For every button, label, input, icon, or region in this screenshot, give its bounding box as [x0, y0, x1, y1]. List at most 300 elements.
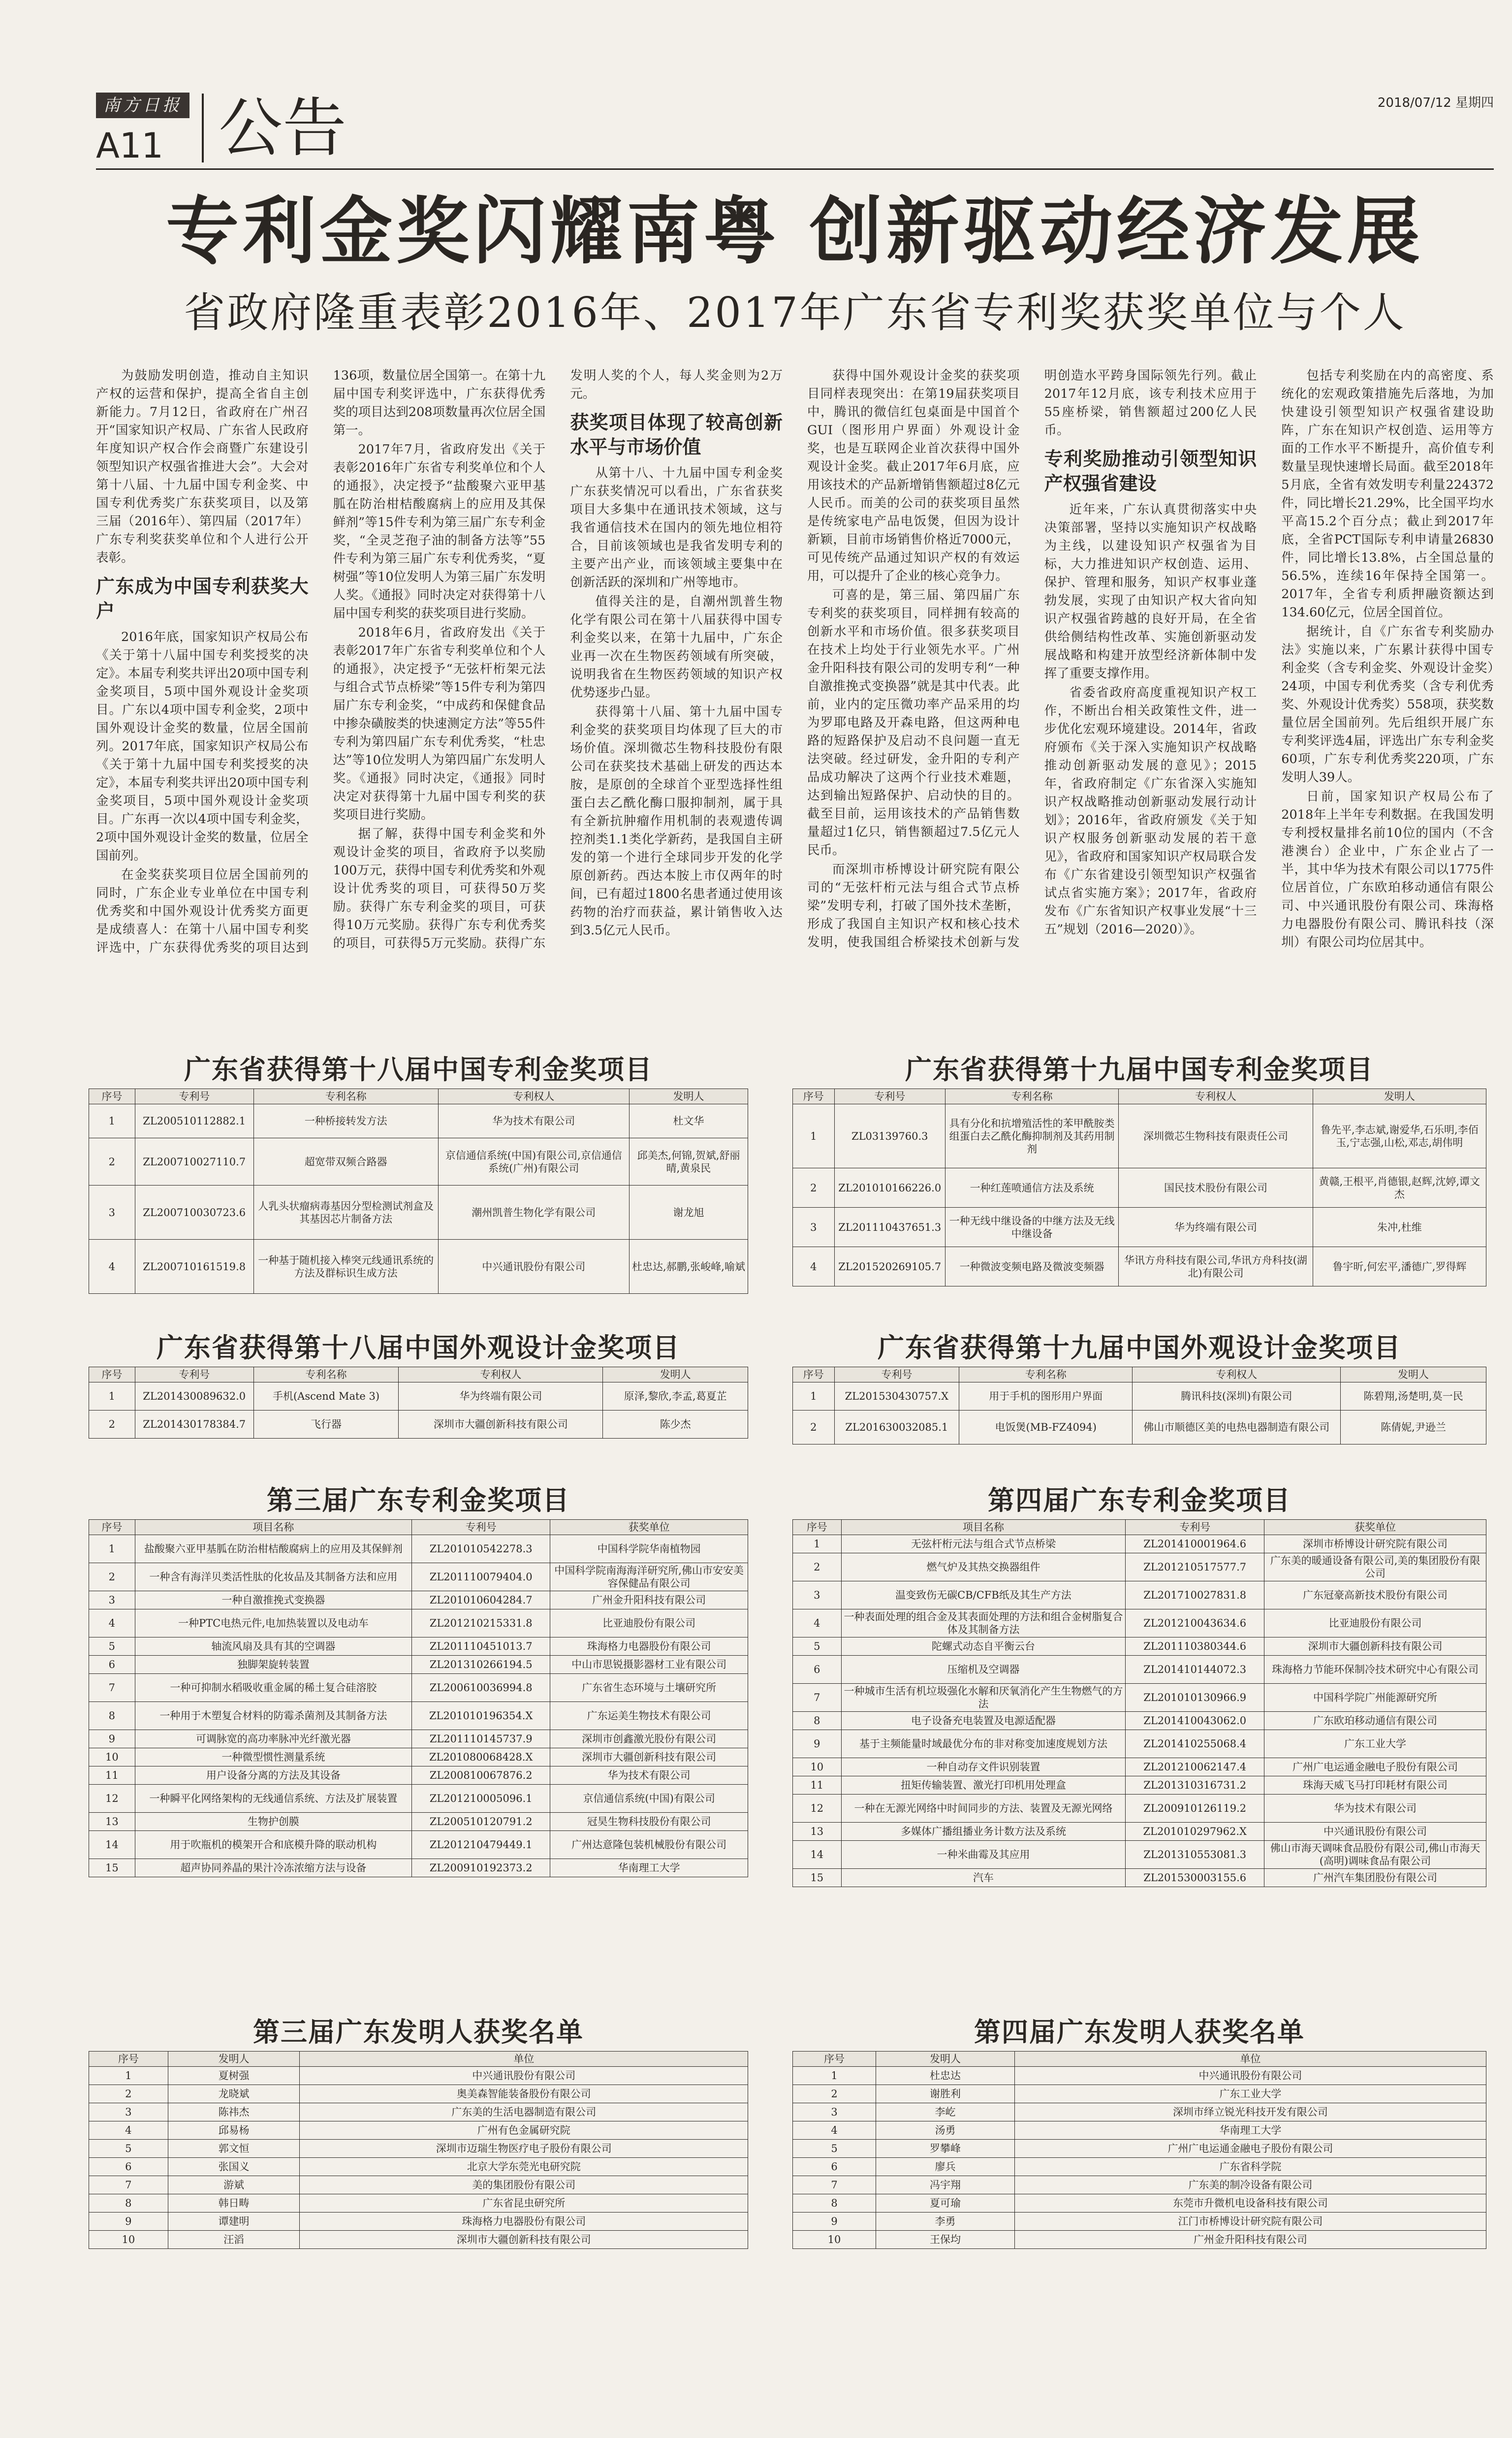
- column-header: 专利名称: [945, 1089, 1118, 1104]
- table-cell: ZL200510112882.1: [135, 1104, 253, 1138]
- table-cell: 3: [89, 1186, 135, 1240]
- table-cell: 汤勇: [876, 2121, 1015, 2140]
- column-header: 发明人: [629, 1089, 748, 1104]
- table-row: [89, 1859, 748, 1877]
- table-cell: 3: [89, 2103, 168, 2121]
- table-cell: 1: [793, 2067, 876, 2085]
- table-row: [793, 2121, 1486, 2140]
- table-cell: 华南理工大学: [1014, 2121, 1486, 2140]
- table-section-19th-design: [792, 1329, 1486, 1444]
- table-row: [793, 1758, 1486, 1776]
- table-cell: 深圳市桥博设计研究院有限公司: [1264, 1535, 1486, 1553]
- table-cell: 中国科学院华南植物园: [550, 1535, 748, 1563]
- table-cell: 杜忠达: [876, 2067, 1015, 2085]
- table-cell: 2: [89, 1138, 135, 1186]
- table-cell: 华南理工大学: [550, 1859, 748, 1877]
- table-cell: 4: [89, 1240, 135, 1294]
- table-cell: 陈倩妮,尹逊兰: [1341, 1411, 1486, 1444]
- table-cell: 6: [793, 1656, 842, 1684]
- paragraph: 值得关注的是，自潮州凯普生物化学有限公司在第十八届获得中国专利金奖以来，在第十九届中，广东企业再一次在生物医药领域有所突破，说明我省在生物医药领域的知识产权优势逐步凸显。: [570, 594, 783, 700]
- table-cell: 比亚迪股份有限公司: [550, 1609, 748, 1637]
- table-cell: 人乳头状瘤病毒基因分型检测试剂盒及其基因芯片制备方法: [253, 1186, 438, 1240]
- table-title: 广东省获得第十九届中国外观设计金奖项目: [878, 1332, 1401, 1363]
- column-header: 序号: [89, 2052, 168, 2067]
- table-cell: 广州达意隆包装机械股份有限公司: [550, 1831, 748, 1859]
- table-row: [89, 1656, 748, 1674]
- table-cell: 深圳微芯生物科技有限责任公司: [1119, 1104, 1313, 1168]
- table-cell: ZL201010196354.X: [412, 1702, 550, 1730]
- table-cell: 9: [89, 1730, 135, 1748]
- award-table: [792, 2051, 1486, 2249]
- table-cell: 用于吹瓶机的模架开合和底模升降的联动机构: [135, 1831, 411, 1859]
- table-cell: 华讯方舟科技有限公司,华讯方舟科技(湖北)有限公司: [1119, 1247, 1313, 1286]
- table-row: [793, 1609, 1486, 1637]
- table-row: [793, 1841, 1486, 1869]
- table-cell: 汪滔: [168, 2231, 300, 2249]
- column-header: 发明人: [603, 1367, 748, 1382]
- table-row: [89, 1104, 748, 1138]
- table-row: [793, 1247, 1486, 1286]
- table-cell: 电饭煲(MB-FZ4094): [959, 1411, 1133, 1444]
- table-cell: 可调脉宽的高功率脉冲光纤激光器: [135, 1730, 411, 1748]
- award-table: [89, 1367, 748, 1439]
- table-cell: ZL200710161519.8: [135, 1240, 253, 1294]
- table-cell: 5: [89, 1637, 135, 1656]
- table-cell: 北京大学东莞光电研究院: [300, 2158, 748, 2176]
- table-cell: 5: [793, 1637, 842, 1656]
- table-cell: 一种可抑制水稻吸收重金属的稀土复合硅溶胶: [135, 1674, 411, 1702]
- table-row: [793, 1869, 1486, 1887]
- table-cell: ZL200910126119.2: [1126, 1795, 1264, 1823]
- table-cell: 1: [89, 1382, 135, 1411]
- column-header: 序号: [89, 1520, 135, 1535]
- table-cell: 中山市思锐摄影器材工业有限公司: [550, 1656, 748, 1674]
- table-cell: 鲁宇昕,何宏平,潘德广,罗得辉: [1313, 1247, 1486, 1286]
- award-table: [792, 1519, 1486, 1887]
- table-row: [89, 2231, 748, 2249]
- table-cell: ZL201310553081.3: [1126, 1841, 1264, 1869]
- table-title: 广东省获得第十八届中国专利金奖项目: [184, 1054, 653, 1085]
- table-cell: 7: [89, 2176, 168, 2194]
- column-header: 专利号: [135, 1089, 253, 1104]
- table-row: [793, 2194, 1486, 2213]
- table-cell: 华为技术有限公司: [1264, 1795, 1486, 1823]
- table-cell: 深圳市大疆创新科技有限公司: [300, 2231, 748, 2249]
- paragraph: 为鼓励发明创造，推动自主知识产权的运营和保护，提高全省自主创新能力。7月12日，省政府在广州召开“国家知识产权局、广东省人民政府年度知识产权合作会商暨广东建设引领型知识产权强省推进大会”。大会对第十八届、十九届中国专利金奖、中国专利优秀奖广东获奖项目，以及第三届（2016年）、第四届（2017年）广东专利奖获奖单位和个人进行公开表彰。: [96, 368, 309, 565]
- table-row: [793, 1656, 1486, 1684]
- table-cell: 廖兵: [876, 2158, 1015, 2176]
- table-cell: 中国科学院南海海洋研究所,佛山市安安美容保健品有限公司: [550, 1563, 748, 1591]
- table-cell: 3: [793, 1208, 835, 1247]
- table-cell: 10: [89, 2231, 168, 2249]
- paragraph: 从第十八、十九届中国专利金奖广东获奖情况可以看出，广东省获奖项目大多集中在通讯技术领域，这与我省通信技术在国内的领先地位相符合，目前该领域也是我省发明专利的主要产出产业，而该领域主要集中在创新活跃的深圳和广州等地市。: [570, 466, 783, 590]
- table-cell: 8: [793, 1712, 842, 1730]
- paragraph: 2016年底，国家知识产权局公布《关于第十八届中国专利奖授奖的决定》。本届专利奖共评出20项中国专利金奖项目，5项中国外观设计金奖项目。广东以4项中国专利金奖，2项中国外观设计金奖的数量，位居全国前列。2017年底，国家知识产权局公布《关于第十九届中国专利奖授奖的决定》，本届专利奖共评出20项中国专利金奖项目，5项中国外观设计金奖项目。广东再一次以4项中国专利金奖，2项中国外观设计金奖的数量，位居全国前列。: [96, 630, 309, 863]
- table-row: [793, 1382, 1486, 1411]
- table-row: [89, 2103, 748, 2121]
- column-header: 序号: [89, 1089, 135, 1104]
- table-cell: ZL201530430757.X: [834, 1382, 959, 1411]
- table-cell: ZL201210005096.1: [412, 1785, 550, 1813]
- table-cell: 罗攀峰: [876, 2140, 1015, 2158]
- table-section-19th-gold: [792, 1051, 1486, 1286]
- table-cell: 一种在无源光网络中时间同步的方法、装置及无源光网络: [841, 1795, 1126, 1823]
- column-header: 专利名称: [959, 1367, 1133, 1382]
- table-cell: 15: [89, 1859, 135, 1877]
- table-cell: 10: [793, 1758, 842, 1776]
- paragraph: 省委省政府高度重视知识产权工作，不断出台相关政策性文件，进一步优化宏观环境建设。2014年，省政府颁布《关于深入实施知识产权战略推动创新驱动发展的意见》；2015年，省政府制定《广东省深入实施知识产权战略推动创新驱动发展行动计划》；2016年，省政府颁发《关于知识产权服务创新驱动发展的若干意见》，省政府和国家知识产权局联合发布《广东省建设引领型知识产权强省试点省实施方案》；2017年，省政府发布《广东省知识产权事业发展“十三五”规划（2016—2020）》。: [1044, 685, 1257, 937]
- table-cell: ZL201010542278.3: [412, 1535, 550, 1563]
- paragraph: 日前，国家知识产权局公布了2018年上半年专利数据。在我国发明专利授权量排名前10位的国内（不含港澳台）企业中，广东企业占了一半，其中华为技术有限公司以1775件位居首位，广东欧珀移动通信有限公司、中兴通讯股份有限公司、珠海格力电器股份有限公司、腾讯科技（深圳）有限公司均位居其中。: [1281, 789, 1494, 950]
- table-cell: ZL201210043634.6: [1126, 1609, 1264, 1637]
- table-cell: 温变致伤无碳CB/CFB纸及其生产方法: [841, 1581, 1126, 1609]
- table-cell: ZL200710030723.6: [135, 1186, 253, 1240]
- table-cell: 2: [89, 2085, 168, 2103]
- column-header: 发明人: [1341, 1367, 1486, 1382]
- table-cell: 珠海天威飞马打印耗材有限公司: [1264, 1776, 1486, 1795]
- table-row: [793, 1730, 1486, 1758]
- table-cell: 广州广电运通金融电子股份有限公司: [1014, 2140, 1486, 2158]
- table-cell: ZL03139760.3: [834, 1104, 945, 1168]
- table-cell: 1: [793, 1382, 835, 1411]
- table-cell: 深圳市大疆创新科技有限公司: [1264, 1637, 1486, 1656]
- table-cell: 潮州凯普生物化学有限公司: [438, 1186, 629, 1240]
- award-table: [89, 1519, 748, 1877]
- table-cell: 杜文华: [629, 1104, 748, 1138]
- paragraph: 包括专利奖励在内的高密度、系统化的宏观政策措施先后落地，为加快建设引领型知识产权强省建设助阵，广东在知识产权创造、运用等方面的工作水平不断提升，高价值专利数量呈现快速增长局面。截至2018年5月底，全省有效发明专利量224372件，同比增长21.29%，比全国平均水平高15.2个百分点；截止到2017年底，全省PCT国际专利申请量26830件，同比增长13.8%，占全国总量的56.5%，连续16年保持全国第一。2017年，全省专利质押融资额达到134.60亿元，位居全国首位。: [1281, 368, 1494, 620]
- table-cell: 4: [89, 2121, 168, 2140]
- table-row: [89, 1411, 748, 1439]
- table-cell: 1: [793, 1104, 835, 1168]
- table-cell: 珠海格力电器股份有限公司: [550, 1637, 748, 1656]
- column-header: 专利名称: [253, 1367, 399, 1382]
- table-cell: 广东省科学院: [1014, 2158, 1486, 2176]
- table-title: 第四届广东发明人获奖名单: [974, 2017, 1305, 2048]
- table-cell: ZL201110380344.6: [1126, 1637, 1264, 1656]
- table-title: 第四届广东专利金奖项目: [988, 1485, 1291, 1516]
- table-cell: 深圳市绎立锐光科技开发有限公司: [1014, 2103, 1486, 2121]
- table-cell: 1: [89, 1104, 135, 1138]
- table-cell: 郭文恒: [168, 2140, 300, 2158]
- table-row: [793, 1712, 1486, 1730]
- table-row: [89, 1240, 748, 1294]
- table-cell: ZL201110145737.9: [412, 1730, 550, 1748]
- table-cell: 超宽带双频合路器: [253, 1138, 438, 1186]
- table-row: [89, 1138, 748, 1186]
- table-cell: 7: [793, 1684, 842, 1712]
- article-subheading: 获奖项目体现了较高创新水平与市场价值: [570, 412, 783, 458]
- table-cell: 夏树强: [168, 2067, 300, 2085]
- table-cell: 扭矩传输装置、激光打印机用处理盒: [841, 1776, 1126, 1795]
- table-cell: 8: [89, 2194, 168, 2213]
- section-title: 公告: [202, 94, 346, 162]
- table-cell: 6: [89, 1656, 135, 1674]
- table-cell: 东莞市升微机电设备科技有限公司: [1014, 2194, 1486, 2213]
- table-cell: ZL201210517577.7: [1126, 1553, 1264, 1581]
- paragraph: 可喜的是，第三届、第四届广东专利奖的获奖项目，同样拥有较高的创新水平和市场价值。很多获奖项目在技术上均处于行业领先水平。广州金升阳科技有限公司的发明专利“一种自激推挽式变换器”就是其中代表。此前，业内的定压微功率产品采用的均为罗耶电路及开森电路，但这两种电路的短路保护及启动不良问题一直无法突破。经过研发，金升阳的专利产品成功解决了这两个行业技术难题，达到输出短路保护、启动快的目的。截至目前，运用该技术的产品销售数量超过1亿只，销售额超过7.5亿元人民币。: [807, 588, 1020, 858]
- table-cell: 多媒体广播组播业务计数方法及系统: [841, 1823, 1126, 1841]
- table-cell: ZL200610036994.8: [412, 1674, 550, 1702]
- column-header: 专利号: [135, 1367, 253, 1382]
- table-row: [793, 1776, 1486, 1795]
- column-header: 序号: [793, 1367, 835, 1382]
- table-row: [793, 2085, 1486, 2103]
- table-cell: 7: [89, 1674, 135, 1702]
- column-header: 专利号: [1126, 1520, 1264, 1535]
- paragraph: 在金奖获奖项目位居全国前列的同时，广东企业专业单位在中国专利优秀奖和中国外观设计优秀奖方面更是成绩喜人：在第十八届中国专利奖评选中，广东获得优秀奖的项目达到136项，数量位居全国第一。在第十九届中国专利奖评选中，广东获得优秀奖的项目达到208项数量再次位居全国第一。: [96, 368, 546, 955]
- table-cell: 10: [89, 1748, 135, 1766]
- table-cell: 一种瞬平化网络架构的无线通信系统、方法及扩展装置: [135, 1785, 411, 1813]
- table-cell: 深圳市大疆创新科技有限公司: [550, 1748, 748, 1766]
- column-header: 单位: [1014, 2052, 1486, 2067]
- page-number: A11: [96, 126, 163, 166]
- table-cell: 5: [793, 2140, 876, 2158]
- table-cell: 汽车: [841, 1869, 1126, 1887]
- table-row: [89, 1591, 748, 1609]
- table-cell: 谢龙旭: [629, 1186, 748, 1240]
- table-row: [793, 2103, 1486, 2121]
- column-header: 获奖单位: [550, 1520, 748, 1535]
- table-cell: 广州有色金属研究院: [300, 2121, 748, 2140]
- table-cell: 腾讯科技(深圳)有限公司: [1133, 1382, 1341, 1411]
- table-cell: 京信通信系统(中国)有限公司: [550, 1785, 748, 1813]
- column-header: 专利权人: [399, 1367, 603, 1382]
- paragraph: 据统计，自《广东省专利奖励办法》实施以来，广东累计获得中国专利金奖（含专利金奖、外观设计金奖）24项，中国专利优秀奖（含专利优秀奖、外观设计优秀奖）558项，获奖数量位居全国前列。先后组织开展广东专利奖评选4届，评选出广东专利金奖60项，广东专利优秀奖220项，广东发明人39人。: [1281, 624, 1494, 785]
- table-cell: ZL201520269105.7: [834, 1247, 945, 1286]
- table-cell: 10: [793, 2231, 876, 2249]
- table-section-3rd-gold: [89, 1482, 748, 1877]
- table-cell: 比亚迪股份有限公司: [1264, 1609, 1486, 1637]
- table-cell: 7: [793, 2176, 876, 2194]
- table-cell: 一种红莲喷通信方法及系统: [945, 1168, 1118, 1208]
- table-cell: 中兴通讯股份有限公司: [300, 2067, 748, 2085]
- table-row: [793, 1535, 1486, 1553]
- table-cell: 黄赣,王根平,肖德银,赵辉,沈婷,谭文杰: [1313, 1168, 1486, 1208]
- table-cell: ZL201410001964.6: [1126, 1535, 1264, 1553]
- column-header: 专利号: [834, 1367, 959, 1382]
- table-cell: 15: [793, 1869, 842, 1887]
- table-row: [89, 2140, 748, 2158]
- table-title: 第三届广东专利金奖项目: [267, 1485, 570, 1516]
- table-cell: 2: [89, 1411, 135, 1439]
- table-cell: 2: [89, 1563, 135, 1591]
- column-header: 专利号: [412, 1520, 550, 1535]
- table-cell: ZL201210479449.1: [412, 1831, 550, 1859]
- column-header: 专利权人: [1133, 1367, 1341, 1382]
- table-row: [793, 2158, 1486, 2176]
- table-cell: 珠海格力节能环保制冷技术研究中心有限公司: [1264, 1656, 1486, 1684]
- table-cell: 江门市桥博设计研究院有限公司: [1014, 2213, 1486, 2231]
- table-cell: 5: [89, 2140, 168, 2158]
- table-cell: 韩日畴: [168, 2194, 300, 2213]
- table-cell: 超声协同养晶的果汁冷冻浓缩方法与设备: [135, 1859, 411, 1877]
- table-cell: 鲁先平,李志斌,谢爱华,石乐明,李佰玉,宁志强,山松,邓志,胡伟明: [1313, 1104, 1486, 1168]
- table-row: [89, 1563, 748, 1591]
- table-row: [793, 1411, 1486, 1444]
- table-cell: 李勇: [876, 2213, 1015, 2231]
- table-title: 第三届广东发明人获奖名单: [253, 2017, 584, 2048]
- table-cell: 深圳市迈瑞生物医疗电子股份有限公司: [300, 2140, 748, 2158]
- table-row: [89, 1813, 748, 1831]
- table-cell: ZL201010166226.0: [834, 1168, 945, 1208]
- table-cell: ZL201630032085.1: [834, 1411, 959, 1444]
- table-cell: 佛山市海天调味食品股份有限公司,佛山市海天(高明)调味食品有限公司: [1264, 1841, 1486, 1869]
- table-cell: 压缩机及空调器: [841, 1656, 1126, 1684]
- table-cell: 一种自激推挽式变换器: [135, 1591, 411, 1609]
- table-cell: 具有分化和抗增殖活性的苯甲酰胺类组蛋白去乙酰化酶抑制剂及其药用制剂: [945, 1104, 1118, 1168]
- table-cell: 一种PTC电热元件,电加热装置以及电动车: [135, 1609, 411, 1637]
- table-row: [89, 1637, 748, 1656]
- table-cell: 4: [793, 1247, 835, 1286]
- table-cell: 2: [793, 1168, 835, 1208]
- column-header: 项目名称: [135, 1520, 411, 1535]
- table-cell: ZL201530003155.6: [1126, 1869, 1264, 1887]
- table-cell: 广东工业大学: [1264, 1730, 1486, 1758]
- column-header: 发明人: [1313, 1089, 1486, 1104]
- table-cell: 基于主频能量时域最优分布的非对称变加速度规划方法: [841, 1730, 1126, 1758]
- column-header: 专利权人: [438, 1089, 629, 1104]
- paragraph: 获得中国外观设计金奖的获奖项目同样表现突出：在第19届获奖项目中，腾讯的微信红包桌面是中国首个GUI（图形用户界面）外观设计金奖，也是互联网企业首次获得中国外观设计金奖。截止2017年6月底，应用该技术的产品新增销售额超过8亿元人民币。而美的公司的获奖项目虽然是传统家电产品电饭煲，但因为设计新颖，目前市场销售价格近7000元，可见传统产品通过知识产权的有效运用，可以提升了企业的核心竞争力。: [807, 368, 1020, 583]
- table-cell: 广东美的生活电器制造有限公司: [300, 2103, 748, 2121]
- table-cell: 冯宇翔: [876, 2176, 1015, 2194]
- table-cell: ZL200810067876.2: [412, 1766, 550, 1785]
- table-cell: 2: [793, 1553, 842, 1581]
- table-cell: 夏可瑜: [876, 2194, 1015, 2213]
- table-cell: 1: [793, 1535, 842, 1553]
- table-cell: 广东省昆虫研究所: [300, 2194, 748, 2213]
- table-cell: 陈祎杰: [168, 2103, 300, 2121]
- table-cell: 陀螺式动态自平衡云台: [841, 1637, 1126, 1656]
- table-row: [793, 2067, 1486, 2085]
- column-header: 专利号: [834, 1089, 945, 1104]
- table-row: [89, 1702, 748, 1730]
- table-cell: 3: [89, 1591, 135, 1609]
- table-cell: ZL201010604284.7: [412, 1591, 550, 1609]
- table-row: [89, 1674, 748, 1702]
- table-cell: 用于手机的图形用户界面: [959, 1382, 1133, 1411]
- table-cell: 国民技术股份有限公司: [1119, 1168, 1313, 1208]
- table-cell: 轴流风扇及具有其的空调器: [135, 1637, 411, 1656]
- table-row: [793, 1553, 1486, 1581]
- table-cell: ZL201110079404.0: [412, 1563, 550, 1591]
- table-cell: 广州汽车集团股份有限公司: [1264, 1869, 1486, 1887]
- table-cell: 佛山市顺德区美的电热电器制造有限公司: [1133, 1411, 1341, 1444]
- table-cell: 8: [89, 1702, 135, 1730]
- table-cell: 华为终端有限公司: [1119, 1208, 1313, 1247]
- table-cell: 9: [793, 2213, 876, 2231]
- table-row: [793, 2140, 1486, 2158]
- table-cell: 11: [89, 1766, 135, 1785]
- table-cell: ZL200710027110.7: [135, 1138, 253, 1186]
- table-cell: 深圳市大疆创新科技有限公司: [399, 1411, 603, 1439]
- masthead: [96, 88, 1494, 166]
- table-cell: 奥美森智能装备股份有限公司: [300, 2085, 748, 2103]
- paragraph: 2017年7月，省政府发出《关于表彰2016年广东省专利奖单位和个人的通报》，决定授予“盐酸聚六亚甲基胍在防治柑桔酸腐病上的应用及其保鲜剂”等15件专利为第三届广东专利金奖，“全灵芝孢子油的制备方法等”55件专利为第三届广东专利优秀奖，“夏树强”等10位发明人为第三届广东发明人奖。《通报》同时决定对获得第十八届中国专利奖的获奖项目进行奖励。: [333, 442, 546, 621]
- table-cell: 杜忠达,郝鹏,张峻峰,喻斌: [629, 1240, 748, 1294]
- table-cell: ZL200510120791.2: [412, 1813, 550, 1831]
- table-cell: 广东省生态环境与土壤研究所: [550, 1674, 748, 1702]
- table-cell: 一种表面处理的组合金及其表面处理的方法和组合金树脂复合体及其制备方法: [841, 1609, 1126, 1637]
- table-cell: 12: [89, 1785, 135, 1813]
- header-rule: [96, 168, 1494, 170]
- table-cell: 11: [793, 1776, 842, 1795]
- table-section-4th-inventors: [792, 2014, 1486, 2249]
- table-section-18th-design: [89, 1329, 748, 1439]
- table-row: [793, 1104, 1486, 1168]
- table-cell: 美的集团股份有限公司: [300, 2176, 748, 2194]
- table-cell: 12: [793, 1795, 842, 1823]
- table-row: [89, 1609, 748, 1637]
- table-cell: 无弦杆桁元法与组合式节点桥梁: [841, 1535, 1126, 1553]
- table-cell: 4: [793, 2121, 876, 2140]
- table-row: [793, 1168, 1486, 1208]
- table-cell: 4: [793, 1609, 842, 1637]
- table-row: [793, 1581, 1486, 1609]
- table-cell: 李屹: [876, 2103, 1015, 2121]
- table-cell: ZL201210062147.4: [1126, 1758, 1264, 1776]
- table-row: [89, 2194, 748, 2213]
- table-cell: 华为终端有限公司: [399, 1382, 603, 1411]
- article-body: [96, 367, 1494, 1036]
- table-cell: 13: [89, 1813, 135, 1831]
- column-header: 序号: [793, 1089, 835, 1104]
- table-cell: ZL201310316731.2: [1126, 1776, 1264, 1795]
- table-cell: 9: [793, 1730, 842, 1758]
- newspaper-logo: 南方日报: [96, 93, 189, 118]
- table-cell: 一种微波变频电路及微波变频器: [945, 1247, 1118, 1286]
- article-subheading: 专利奖励推动引领型知识产权强省建设: [1044, 448, 1257, 494]
- table-row: [89, 2158, 748, 2176]
- column-header: 序号: [793, 1520, 842, 1535]
- table-cell: 广东美的制冷设备有限公司: [1014, 2176, 1486, 2194]
- table-cell: 一种微型惯性测量系统: [135, 1748, 411, 1766]
- table-row: [89, 1785, 748, 1813]
- table-cell: 一种米曲霉及其应用: [841, 1841, 1126, 1869]
- table-cell: 一种基于随机接入棒突元线通讯系统的方法及群标识生成方法: [253, 1240, 438, 1294]
- table-cell: 2: [793, 1411, 835, 1444]
- column-header: 项目名称: [841, 1520, 1126, 1535]
- column-header: 专利权人: [1119, 1089, 1313, 1104]
- table-row: [793, 1637, 1486, 1656]
- table-cell: 一种城市生活有机垃圾强化水解和厌氧消化产生生物燃气的方法: [841, 1684, 1126, 1712]
- table-cell: 2: [793, 2085, 876, 2103]
- table-cell: 一种用于木塑复合材料的防霉杀菌剂及其制备方法: [135, 1702, 411, 1730]
- table-cell: 广东美的暖通设备有限公司,美的集团股份有限公司: [1264, 1553, 1486, 1581]
- table-cell: ZL201430089632.0: [135, 1382, 253, 1411]
- table-cell: 深圳市创鑫激光股份有限公司: [550, 1730, 748, 1748]
- table-cell: 冠昊生物科技股份有限公司: [550, 1813, 748, 1831]
- table-cell: 华为技术有限公司: [550, 1766, 748, 1785]
- table-row: [793, 1795, 1486, 1823]
- table-cell: 原泽,黎欣,李孟,葛夏芷: [603, 1382, 748, 1411]
- table-cell: 中兴通讯股份有限公司: [1014, 2067, 1486, 2085]
- table-cell: 1: [89, 1535, 135, 1563]
- table-section-3rd-inventors: [89, 2014, 748, 2249]
- column-header: 发明人: [876, 2052, 1015, 2067]
- award-table: [89, 1089, 748, 1294]
- table-cell: ZL201010130966.9: [1126, 1684, 1264, 1712]
- table-cell: 14: [89, 1831, 135, 1859]
- table-cell: 张国义: [168, 2158, 300, 2176]
- table-row: [89, 2085, 748, 2103]
- table-cell: 广东工业大学: [1014, 2085, 1486, 2103]
- table-cell: ZL201110437651.3: [834, 1208, 945, 1247]
- table-cell: 一种无线中继设备的中继方法及无线中继设备: [945, 1208, 1118, 1247]
- table-cell: 广州金升阳科技有限公司: [550, 1591, 748, 1609]
- table-row: [89, 1186, 748, 1240]
- table-cell: ZL201010297962.X: [1126, 1823, 1264, 1841]
- table-cell: ZL201310266194.5: [412, 1656, 550, 1674]
